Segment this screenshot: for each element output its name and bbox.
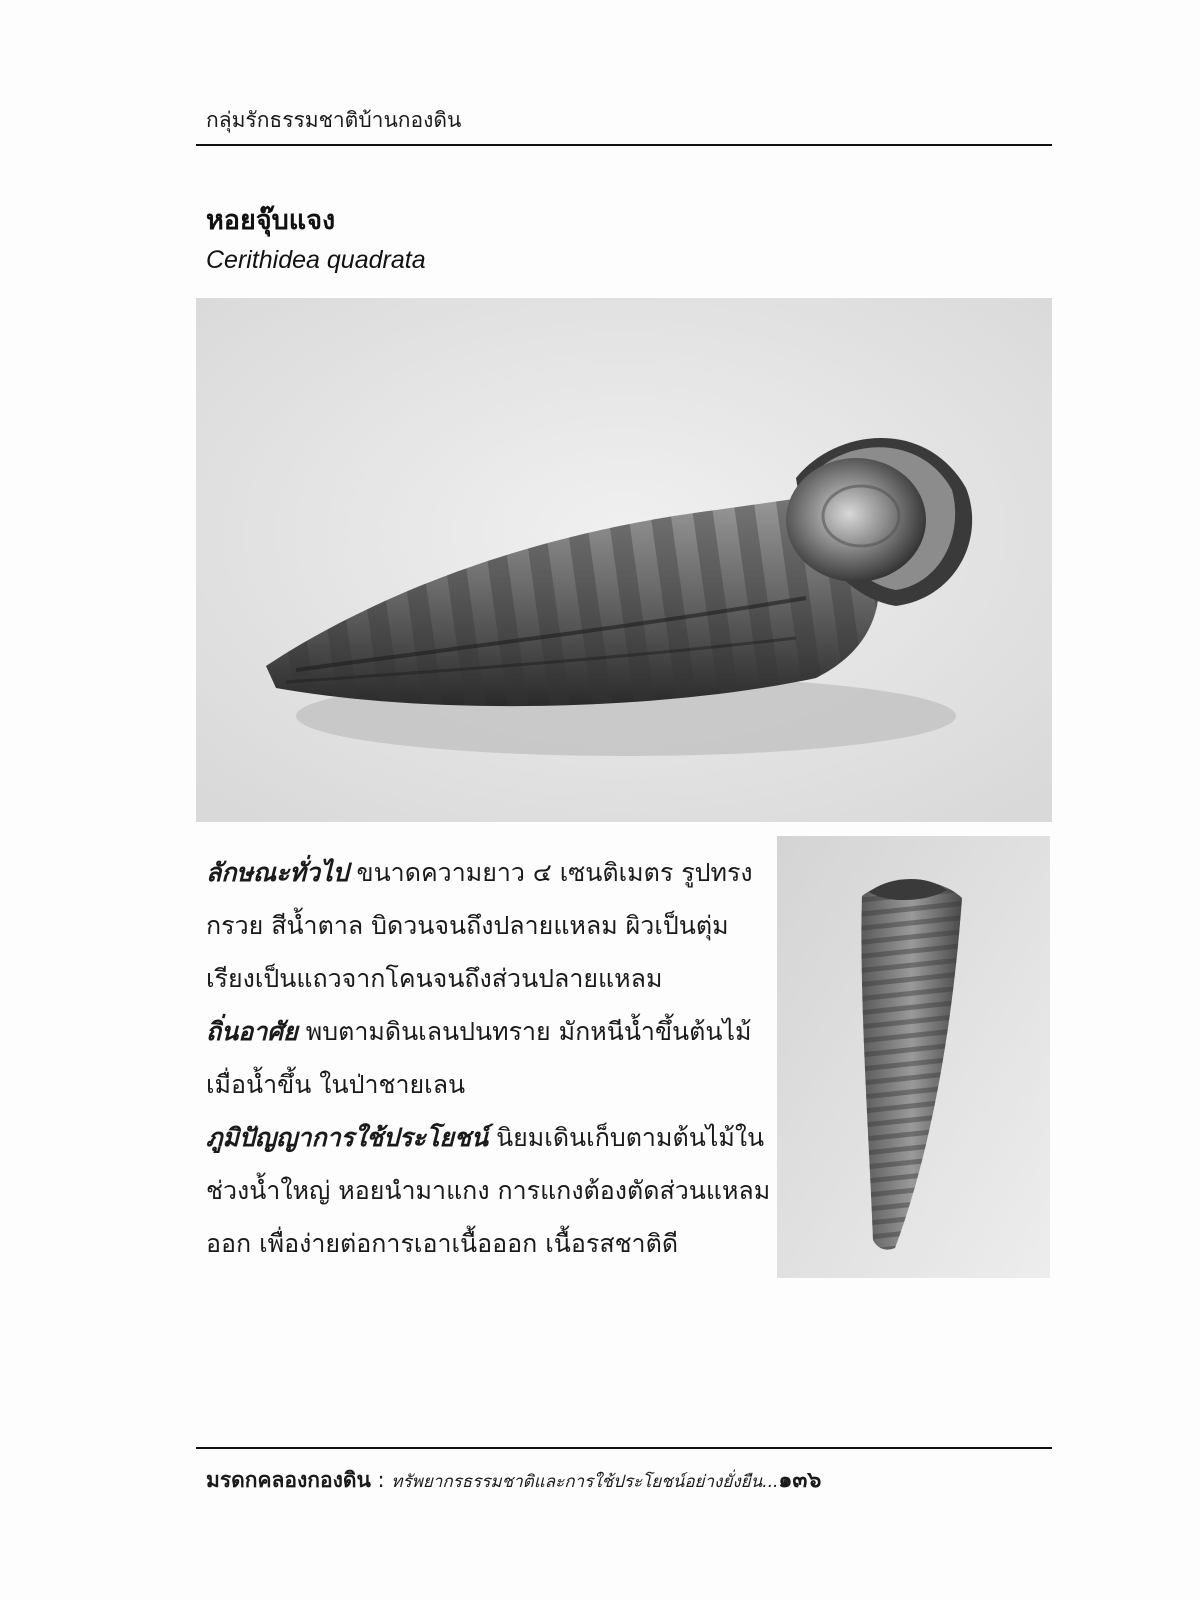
section-text: ขนาดความยาว ๔ เซนติเมตร รูปทรงกรวย สีน้ำตาล บิดวนจนถึงปลายแหลม ผิวเป็นตุ่มเรียงเป็นแถวจากโคนจนถึงส่วนปลายแหลม [206,858,753,993]
shell-photo-side [777,836,1050,1278]
footer-separator: : [370,1468,392,1492]
species-thai-name: หอยจุ๊บแจง [206,205,336,236]
species-scientific-name: Cerithidea quadrata [206,246,426,274]
section-habitat [206,1005,774,1111]
shell-photo-main [196,298,1052,822]
section-text: นิยมเดินเก็บตามต้นไม้ในช่วงน้ำใหญ่ หอยนำมาแกง การแกงต้องตัดส่วนแหลมออก เพื่อง่ายต่อการเอาเนื้อออก เนื้อรสชาติดี [206,1123,771,1258]
section-general [206,846,774,1005]
section-heading: ถิ่นอาศัย [206,1017,298,1046]
header-rule [196,144,1052,146]
page-footer [206,1462,821,1497]
section-heading: ภูมิปัญญาการใช้ประโยชน์ [206,1123,489,1152]
page-number: ๑๓๖ [778,1468,822,1493]
section-local-wisdom [206,1111,774,1270]
footer-book-title: มรดกคลองกองดิน [206,1468,371,1492]
footer-rule [196,1447,1052,1449]
species-description [206,846,774,1270]
footer-subtitle: ทรัพยากรธรรมชาติและการใช้ประโยชน์อย่างยั่งยืน... [391,1472,779,1492]
section-heading: ลักษณะทั่วไป [206,858,349,887]
section-text: พบตามดินเลนปนทราย มักหนีน้ำขึ้นต้นไม้เมื่อน้ำขึ้น ในป่าชายเลน [206,1017,752,1099]
running-header: กลุ่มรักธรรมชาติบ้านกองดิน [206,108,462,132]
